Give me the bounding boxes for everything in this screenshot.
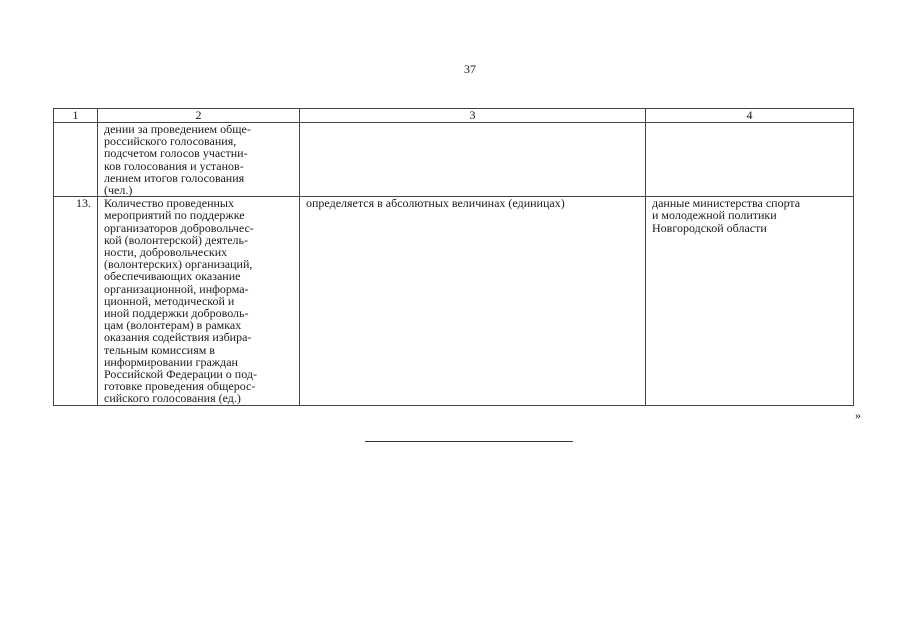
page-number: 37 — [464, 62, 476, 76]
indicator-cell — [98, 197, 300, 405]
method-cell — [300, 197, 646, 405]
indicator-cell — [98, 123, 300, 197]
indicator-text: дении за проведением обще- российского голосования, подсчетом голосов участни- ков голосования и установ- лением итогов голосования (чел.) — [104, 122, 251, 198]
source-cell — [646, 197, 854, 405]
row-number — [54, 123, 98, 197]
indicator-table — [53, 108, 854, 406]
table-header-cell: 2 — [98, 109, 300, 123]
table-header-row — [54, 109, 854, 123]
table-header-cell: 4 — [646, 109, 854, 123]
footer-divider — [365, 441, 573, 442]
indicator-text: Количество проведенных мероприятий по поддержке организаторов добровольчес- кой (волонтерской) деятель- ности, добровольческих (волонтерских) организаций, обеспечивающих оказание организационной, информа- ционной, методической и иной поддержки доброволь- цам (волонтерам) в рамках оказания содействия избира- тельным комиссиям в информировании граждан Российской Федерации о под- готовке проведения общерос- сийского голосования (ед.) — [104, 196, 257, 406]
source-text: данные министерства спорта и молодежной политики Новгородской области — [652, 196, 801, 235]
table-header-cell: 1 — [54, 109, 98, 123]
closing-quote: » — [855, 408, 861, 422]
table-row — [54, 123, 854, 197]
method-text: определяется в абсолютных величинах (единицах) — [306, 196, 565, 211]
table-header-cell: 3 — [300, 109, 646, 123]
source-cell — [646, 123, 854, 197]
row-number: 13. — [54, 197, 98, 405]
table-row — [54, 197, 854, 405]
method-cell — [300, 123, 646, 197]
